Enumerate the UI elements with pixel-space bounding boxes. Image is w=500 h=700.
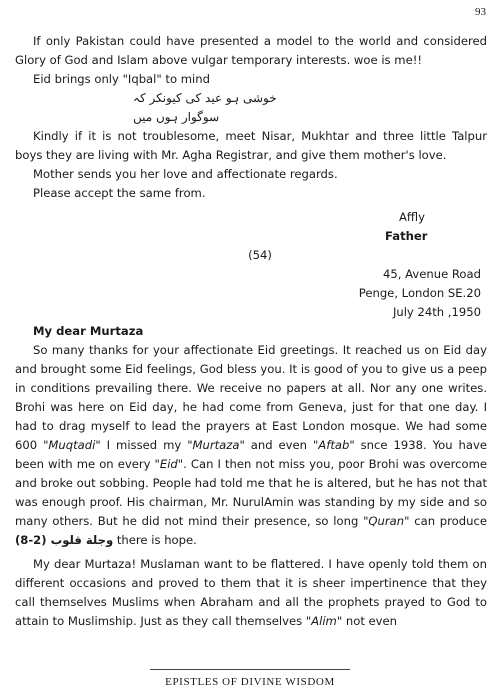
paragraph-pakistan: If only Pakistan could have presented a model to the world and considered Glory of God and Islam above vulgar temporary interests. woe is me!! (15, 34, 487, 67)
urdu-verse: خوشی ہو عید کی کیونکر کہ سوگوار ہوں میں (133, 91, 277, 124)
eid-line: Eid brings only "Iqbal" to mind (33, 72, 210, 86)
address-line-2: Penge, London SE.20 (358, 286, 481, 300)
arabic-quote: (8-2) وجلة قلوب (15, 533, 114, 547)
page-number: 93 (475, 6, 486, 18)
paragraph-muslaman: My dear Murtaza! Muslaman want to be flattered. I have openly told them on different occasions and proved to them that it is sheer impertinence that they call themselves Muslims when Abraham and all the prophets prayed to God to attain to Muslimship. Just as they call themselves "Alim" not even (15, 557, 487, 628)
running-footer: EPISTLES OF DIVINE WISDOM (165, 676, 335, 688)
accept-line: Please accept the same from. (33, 186, 206, 200)
paragraph-kindly: Kindly if it is not troublesome, meet Nisar, Mukhtar and three little Talpur boys they are living with Mr. Agha Registrar, and give them mother's love. (15, 129, 487, 162)
address-line-1: 45, Avenue Road (383, 267, 481, 281)
page-content (15, 32, 487, 631)
signoff-father: Father (385, 229, 428, 243)
footer-rule (150, 669, 350, 670)
letter-date: July 24th ,1950 (392, 305, 481, 319)
mother-line: Mother sends you her love and affectionate regards. (33, 167, 338, 181)
salutation: My dear Murtaza (33, 324, 144, 338)
signoff-affly: Affly (399, 210, 426, 224)
letter-body: So many thanks for your affectionate Eid greetings. It reached us on Eid day and brought some Eid feelings, God bless you. It is good of you to give us a peep in conditions prevailing there. We receive no papers at all. Nor any one writes. Brohi was here on Eid day, he had come from Geneva, just for that one day. I had to drag myself to lead the prayers at East London mosque. We had some 600 "Muqtadi" I missed my "Murtaza" and even "Aftab" snce 1938. You have been with me on every "Eid". Can I then not miss you, poor Brohi was overcome and broke out sobbing. People had told me that he is altered, but he has not that was enough proof. His chairman, Mr. NurulAmin was standing by my side and so many others. But he did not mind their presence, so long "Quran" can produce (8-2) وجلة قلوب there is hope. (15, 343, 488, 547)
letter-number: (54) (248, 248, 272, 262)
